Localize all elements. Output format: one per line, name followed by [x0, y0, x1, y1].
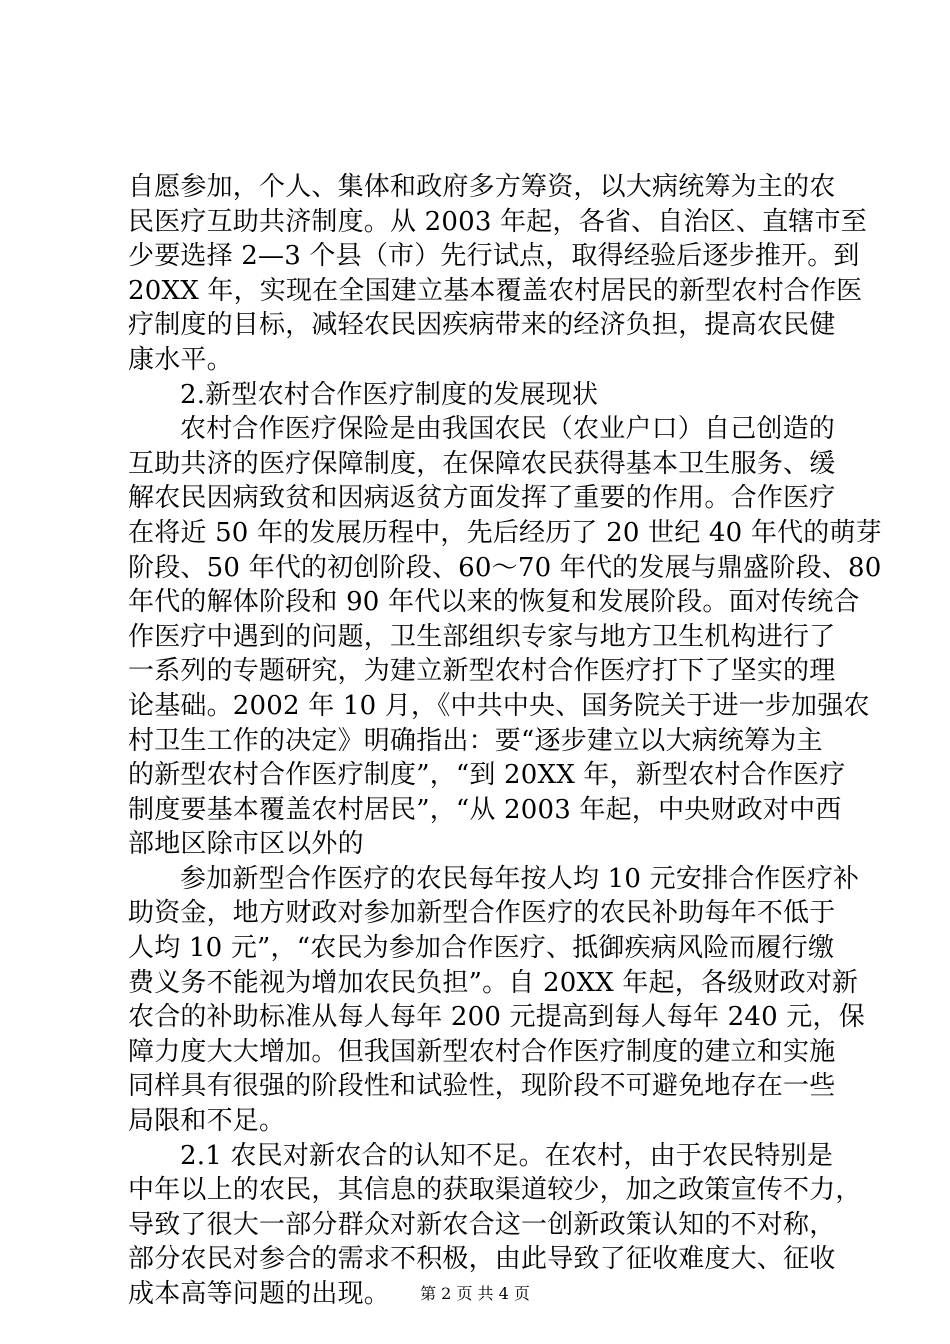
- text-line: 互助共济的医疗保障制度，在保障农民获得基本卫生服务、缓: [128, 448, 836, 479]
- text-line: 作医疗中遇到的问题，卫生部组织专家与地方卫生机构进行了: [128, 621, 836, 652]
- text-line: 农合的补助标准从每人每年 200 元提高到每人每年 240 元，保: [128, 1002, 865, 1033]
- text-line: 参加新型合作医疗的农民每年按人均 10 元安排合作医疗补: [180, 863, 860, 894]
- text-line: 农村合作医疗保险是由我国农民（农业户口）自己创造的: [180, 414, 836, 445]
- text-line: 20XX 年，实现在全国建立基本覆盖农村居民的新型农村合作医: [128, 275, 863, 306]
- text-line: 助资金，地方财政对参加新型合作医疗的农民补助每年不低于: [128, 898, 836, 929]
- text-line: 阶段、50 年代的初创阶段、60～70 年代的发展与鼎盛阶段、80: [128, 552, 882, 583]
- text-line: 成本高等问题的出现。: [128, 1279, 391, 1309]
- text-line: 少要选择 2—3 个县（市）先行试点，取得经验后逐步推开。到: [128, 241, 860, 272]
- section-heading: 2.1 农民对新农合的认知不足。在农村，由于农民特别是: [180, 1140, 834, 1171]
- text-line: 费义务不能视为增加农民负担”。自 20XX 年起，各级财政对新: [128, 967, 859, 998]
- text-line: 部分农民对参合的需求不积极，由此导致了征收难度大、征收: [128, 1244, 836, 1275]
- body-text: [128, 170, 882, 1312]
- text-line: 中年以上的农民，其信息的获取渠道较少，加之政策宣传不力，: [128, 1175, 862, 1206]
- text-line: 一系列的专题研究，为建立新型农村合作医疗打下了坚实的理: [128, 656, 836, 687]
- text-line: 制度要基本覆盖农村居民”，“从 2003 年起，中央财政对中西: [128, 794, 842, 825]
- text-line: 民医疗互助共济制度。从 2003 年起，各省、自治区、直辖市至: [128, 206, 867, 237]
- section-heading: 2.新型农村合作医疗制度的发展现状: [180, 379, 599, 410]
- text-line: 年代的解体阶段和 90 年代以来的恢复和发展阶段。面对传统合: [128, 587, 860, 618]
- text-line: 疗制度的目标，减轻农民因疾病带来的经济负担，提高农民健: [128, 310, 836, 341]
- text-line: 康水平。: [128, 344, 233, 375]
- text-line: 导致了很大一部分群众对新农合这一创新政策认知的不对称，: [128, 1209, 836, 1240]
- text-line: 自愿参加，个人、集体和政府多方筹资，以大病统筹为主的农: [128, 172, 836, 202]
- text-line: 人均 10 元”，“农民为参加合作医疗、抵御疾病风险而履行缴: [128, 933, 835, 964]
- text-line: 在将近 50 年的发展历程中，先后经历了 20 世纪 40 年代的萌芽: [128, 517, 882, 548]
- text-line: 同样具有很强的阶段性和试验性，现阶段不可避免地存在一些: [128, 1071, 836, 1102]
- page-number: 第 2 页 共 4 页: [420, 1284, 530, 1303]
- text-line: 解农民因病致贫和因病返贫方面发挥了重要的作用。合作医疗: [128, 483, 836, 514]
- text-line: 障力度大大增加。但我国新型农村合作医疗制度的建立和实施: [128, 1036, 836, 1067]
- text-line: 村卫生工作的决定》明确指出：要“逐步建立以大病统筹为主: [128, 725, 823, 756]
- text-line: 的新型农村合作医疗制度”，“到 20XX 年，新型农村合作医疗: [128, 760, 846, 791]
- text-line: 局限和不足。: [128, 1106, 286, 1137]
- text-line: 部地区除市区以外的: [128, 829, 364, 860]
- text-line: 论基础。2002 年 10 月，《中共中央、国务院关于进一步加强农: [128, 690, 870, 721]
